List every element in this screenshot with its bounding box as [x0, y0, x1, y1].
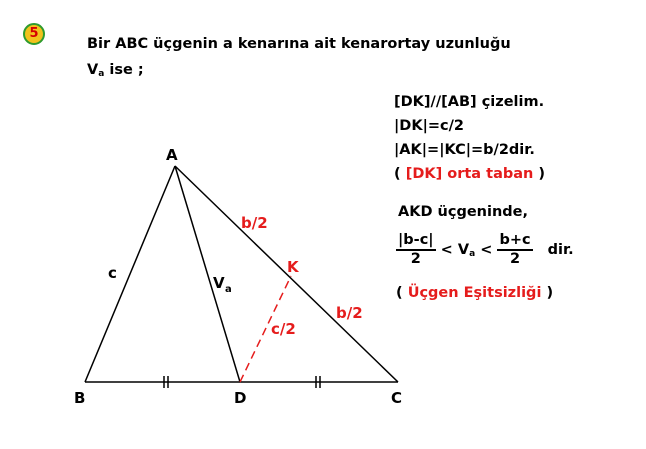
paren-close-2: ) [541, 285, 554, 301]
step-akd-triangle: AKD üçgeninde, [398, 204, 529, 220]
problem-title-line1: Bir ABC üçgenin a kenarına ait kenarortay uzunluğu [87, 36, 511, 52]
side-ab [85, 166, 175, 382]
fraction-upper-numerator: b+c [497, 232, 532, 251]
median-subscript: a [98, 69, 105, 79]
paren-close: ) [533, 166, 546, 182]
side-label-c: c [108, 264, 117, 282]
point-label-d: D [234, 389, 247, 407]
segment-label-ak: b/2 [241, 214, 268, 232]
paren-open-2: ( [396, 285, 408, 301]
step-number-badge: 5 [23, 23, 45, 45]
midline-label: [DK] orta taban [405, 166, 534, 182]
segment-label-kc: b/2 [336, 304, 363, 322]
vertex-label-c: C [391, 389, 403, 407]
median-label-subscript: a [225, 284, 232, 295]
fraction-lower-numerator: |b-c| [396, 232, 436, 251]
step-dk-length: |DK|=c/2 [394, 118, 464, 134]
inequality-suffix: dir. [547, 242, 574, 258]
median-label-v: V [213, 274, 225, 292]
less-than-2: < [480, 242, 493, 258]
vertex-label-a: A [166, 146, 178, 164]
step-ak-kc: |AK|=|KC|=b/2dir. [394, 142, 535, 158]
point-label-k: K [287, 258, 299, 276]
inequality-v-sub: a [469, 249, 476, 259]
median-symbol: V [87, 62, 99, 78]
triangle-inequality-label: Üçgen Eşitsizliği [407, 285, 542, 301]
fraction-upper-denominator: 2 [509, 251, 521, 267]
less-than-1: < [440, 242, 453, 258]
inequality-v: V [457, 242, 470, 258]
fraction-lower-denominator: 2 [410, 251, 421, 267]
vertex-label-b: B [74, 389, 86, 407]
paren-open: ( [394, 166, 406, 182]
step-draw-dk: [DK]//[AB] çizelim. [394, 94, 545, 110]
segment-label-dk: c/2 [271, 320, 296, 338]
title-line2-rest: ise ; [104, 62, 144, 78]
